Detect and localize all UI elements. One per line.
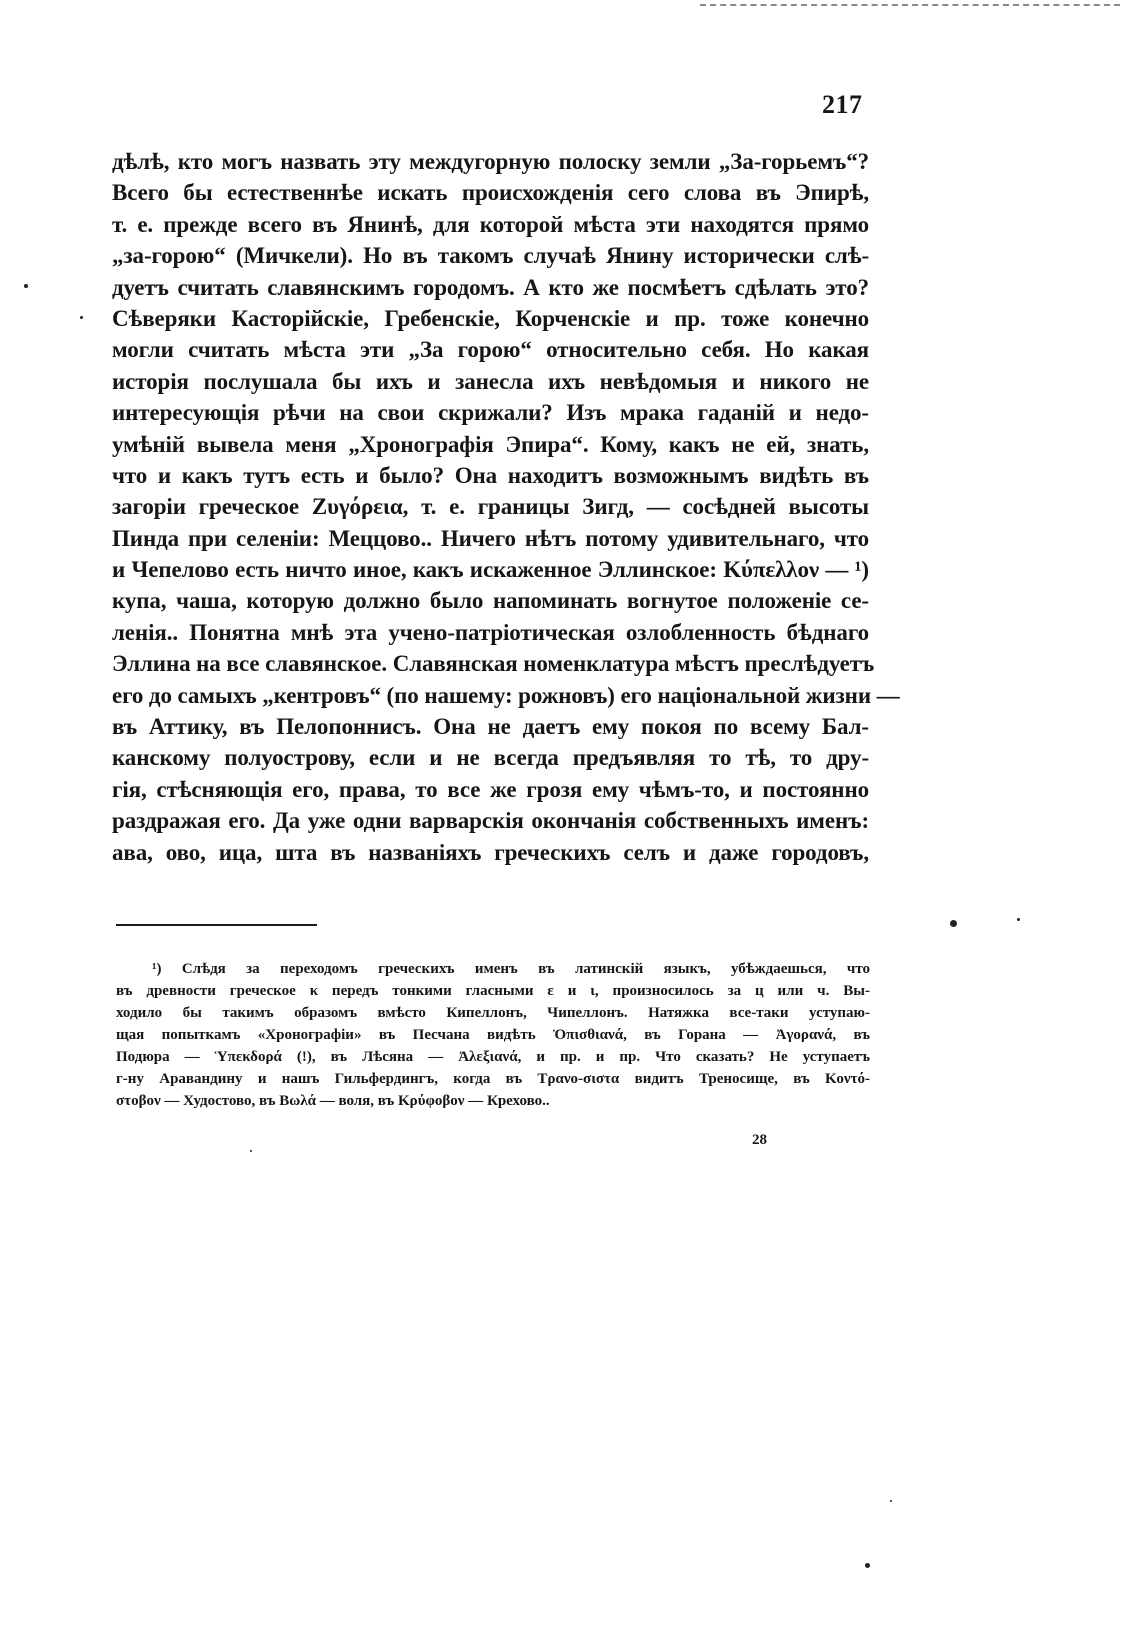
scan-speck xyxy=(80,316,83,319)
body-line: его до самыхъ „кентровъ“ (по нашему: рожновъ) его національной жизни — xyxy=(112,682,900,708)
footnote-line: ходило бы такимъ образомъ вмѣсто Кипеллонъ, Чипеллонъ. Натяжка все-таки уступаю- xyxy=(116,1005,870,1021)
scan-speck xyxy=(1017,918,1020,921)
footnote xyxy=(116,958,870,1112)
body-line: дуетъ считать славянскимъ городомъ. А кто же посмѣетъ сдѣлать это? xyxy=(112,274,869,300)
scan-speck xyxy=(250,1150,252,1152)
body-line: загоріи греческое Ζυγόρεια, т. е. границы Зигд, — сосѣдней высоты xyxy=(112,494,869,520)
body-line: въ Аттику, въ Пелопоннисъ. Она не даетъ ему покоя по всему Бал- xyxy=(112,714,869,740)
body-line: умѣній вывела меня „Хронографія Эпира“. Кому, какъ не ей, знать, xyxy=(112,431,869,457)
footnote-line: г-ну Аравандину и нашъ Гильфердингъ, когда въ Τρανο-σιστα видитъ Треносище, въ Κοντό- xyxy=(116,1071,870,1087)
footnote-separator xyxy=(116,924,317,926)
footnote-line: ¹) Слѣдя за переходомъ греческихъ именъ въ латинскій языкъ, убѣждаешься, что xyxy=(152,961,870,977)
body-line: купа, чаша, которую должно было напоминать вогнутое положеніе се- xyxy=(112,588,869,614)
footnote-line: στοβον — Худостово, въ Βωλά — воля, въ Κρύφοβον — Крехово.. xyxy=(116,1093,550,1109)
body-line: Эллина на все славянское. Славянская номенклатура мѣстъ преслѣдуетъ xyxy=(112,651,875,677)
footnote-line: щая попыткамъ «Хронографіи» въ Песчана видѣть Ὀπισθιανά, въ Горана — Ἀγορανά, въ xyxy=(116,1027,870,1043)
scan-speck xyxy=(865,1563,870,1568)
body-line: ленія.. Понятна мнѣ эта учено-патріотическая озлобленность бѣднаго xyxy=(112,619,869,645)
body-line: канскому полуострову, если и не всегда предъявляя то тѣ, то дру- xyxy=(112,745,869,771)
signature-mark: 28 xyxy=(752,1132,767,1148)
body-line: ава, ово, ица, шта въ названіяхъ греческихъ селъ и даже городовъ, xyxy=(112,839,869,865)
body-line: Сѣверяки Касторійскіе, Гребенскіе, Корченскіе и пр. тоже конечно xyxy=(112,305,869,331)
body-line: раздражая его. Да уже одни варварскія окончанія собственныхъ именъ: xyxy=(112,808,869,834)
body-line: и Чепелово есть ничто иное, какъ искаженное Эллинское: Κύπελλον — ¹) xyxy=(112,557,869,583)
body-line: т. е. прежде всего въ Янинѣ, для которой мѣста эти находятся прямо xyxy=(112,211,869,237)
body-line: гія, стѣсняющія его, права, то все же грозя ему чѣмъ-то, и постоянно xyxy=(112,776,869,802)
body-line: интересующія рѣчи на свои скрижали? Изъ мрака гаданій и недо- xyxy=(112,400,869,426)
body-line: что и какъ тутъ есть и было? Она находитъ возможнымъ видѣть въ xyxy=(112,462,869,488)
body-line: исторія послушала бы ихъ и занесла ихъ невѣдомыя и никого не xyxy=(112,368,869,394)
body-line: Всего бы естественнѣе искать происхожденія сего слова въ Эпирѣ, xyxy=(112,180,869,206)
scan-speck xyxy=(890,1500,892,1502)
scan-speck xyxy=(24,284,28,288)
body-line: Пинда при селеніи: Меццово.. Ничего нѣтъ потому удивительнаго, что xyxy=(112,525,869,551)
scan-speck xyxy=(950,920,957,927)
footnote-line: въ древности греческое κ передъ тонкими гласными ε и ι, произносилось за ц или ч. Вы- xyxy=(116,983,870,999)
body-line: могли считать мѣста эти „За горою“ относительно себя. Но какая xyxy=(112,337,869,363)
body-line: дѣлѣ, кто могъ назвать эту междугорную полоску земли „За-горьемъ“? xyxy=(112,149,869,174)
footnote-line: Подюра — Ὑπεκδορά (!), въ Лѣсяна — Ἀλεξιανά, и пр. и пр. Что сказать? Не уступаетъ xyxy=(116,1049,870,1065)
body-text xyxy=(112,146,900,868)
page-number: 217 xyxy=(822,90,863,119)
top-edge-rule xyxy=(700,4,1120,6)
body-line: „за-горою“ (Мичкели). Но въ такомъ случаѣ Янину исторически слѣ- xyxy=(112,243,869,269)
